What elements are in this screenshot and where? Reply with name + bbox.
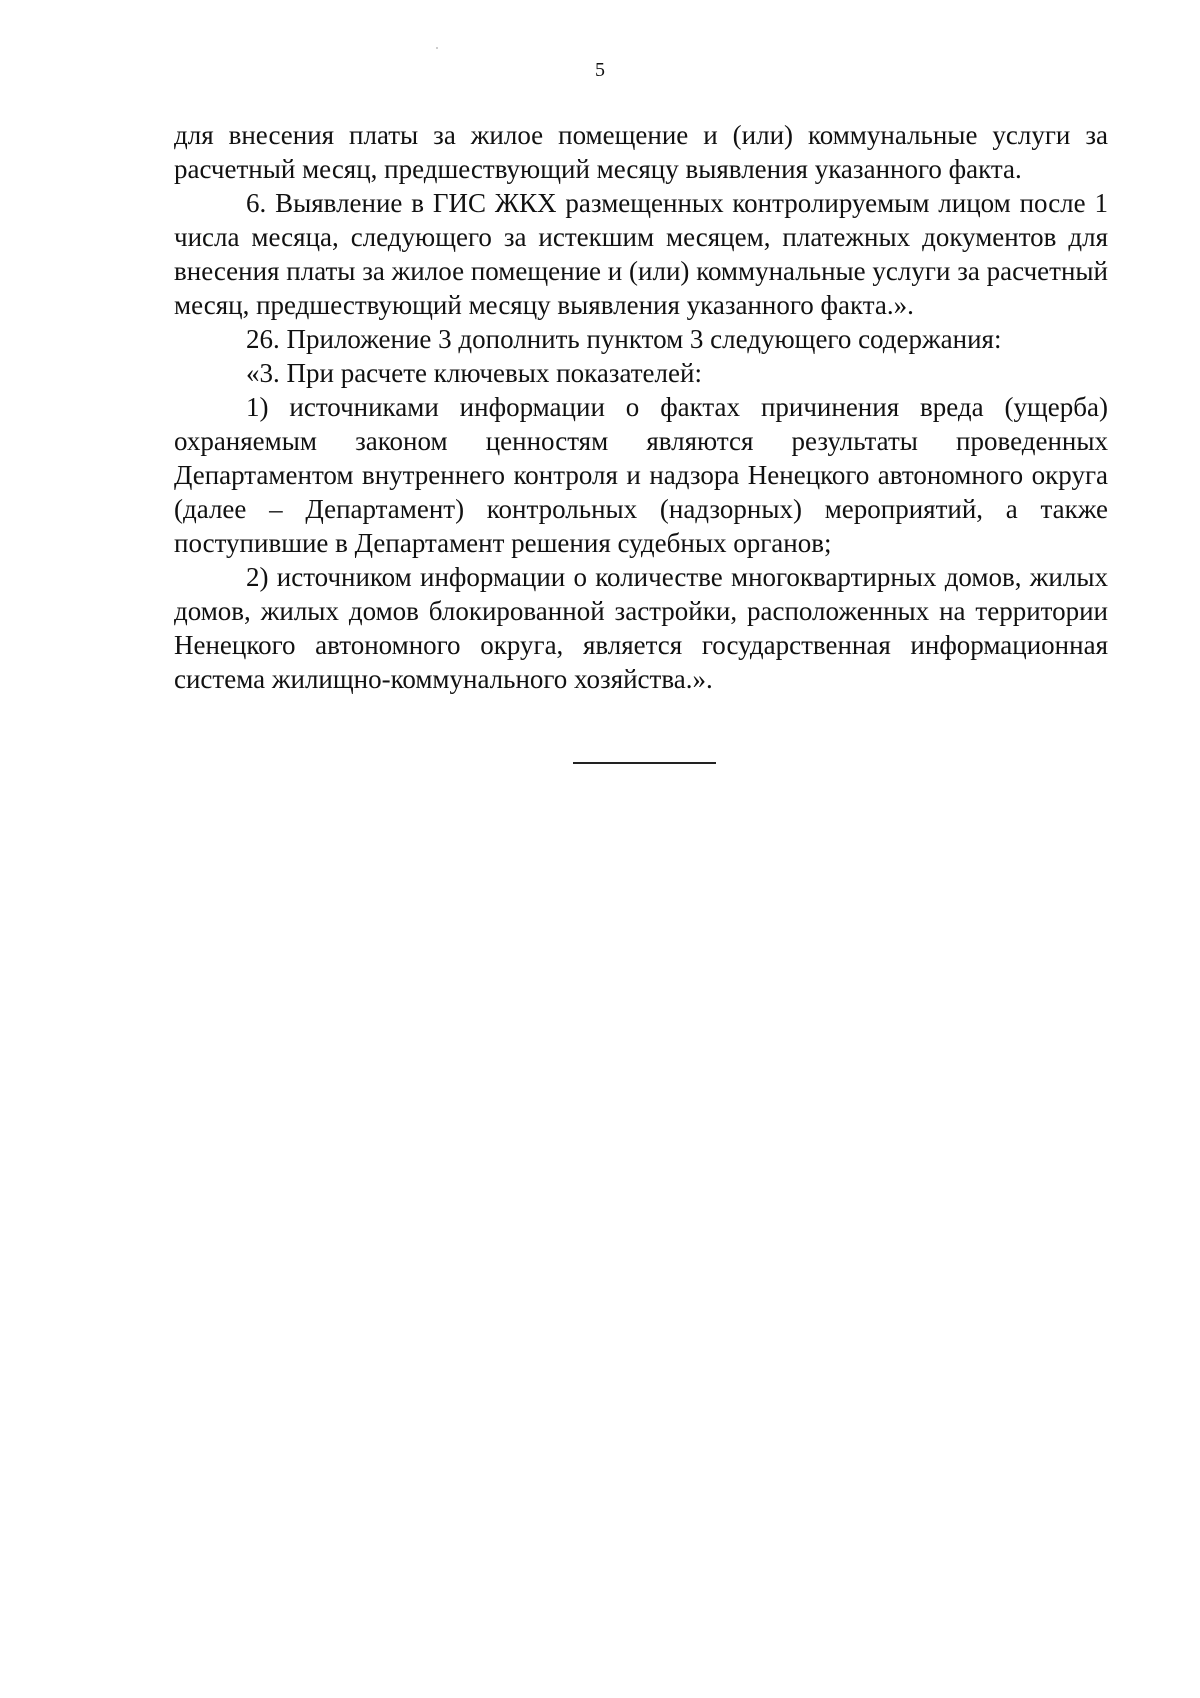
page-number: 5 <box>595 59 605 81</box>
paragraph-item-26: 26. Приложение 3 дополнить пунктом 3 следующего содержания: <box>246 324 1002 354</box>
paragraph-subitem-2: 2) источником информации о количестве многоквартирных домов, жилых домов, жилых домов блокированной застройки, расположенных на территории Ненецкого автономного округа, является государственная информационная система жилищно-коммунального хозяйства.». <box>174 562 1108 694</box>
end-of-document-rule <box>573 762 716 764</box>
document-body <box>174 118 1108 696</box>
paragraph-item-3-heading: «3. При расчете ключевых показателей: <box>246 358 702 388</box>
paragraph-continuation: для внесения платы за жилое помещение и (или) коммунальные услуги за расчетный месяц, предшествующий месяцу выявления указанного факта. <box>174 120 1108 184</box>
paragraph-item-6: 6. Выявление в ГИС ЖКХ размещенных контролируемым лицом после 1 числа месяца, следующего за истекшим месяцем, платежных документов для внесения платы за жилое помещение и (или) коммунальные услуги за расчетный месяц, предшествующий месяцу выявления указанного факта.». <box>174 188 1108 320</box>
paragraph-subitem-1: 1) источниками информации о фактах причинения вреда (ущерба) охраняемым законом ценностям являются результаты проведенных Департаментом внутреннего контроля и надзора Ненецкого автономного округа (далее – Департамент) контрольных (надзорных) мероприятий, а также поступившие в Департамент решения судебных органов; <box>174 392 1108 558</box>
scan-artifact <box>436 47 438 49</box>
